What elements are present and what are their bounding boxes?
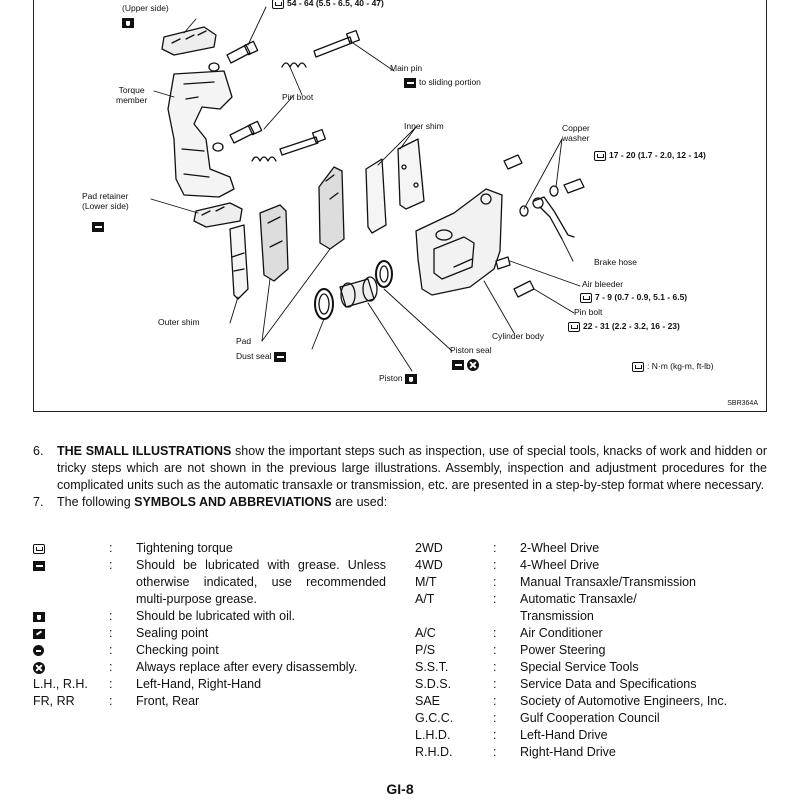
colon: : <box>493 592 497 606</box>
abbreviations-table <box>415 540 775 761</box>
abbr-key: SAE <box>415 694 441 708</box>
abbr-key: R.H.D. <box>415 745 453 759</box>
symbol-row-fr-rr <box>33 693 408 710</box>
grease-icon-glyph <box>92 222 104 232</box>
abbr-key: A/T <box>415 592 435 606</box>
colon: : <box>493 558 497 572</box>
piston-text: Piston <box>379 373 403 383</box>
label-pin-bolt: Pin bolt <box>574 307 603 317</box>
abbr-desc: Manual Transaxle/Transmission <box>520 575 696 589</box>
symbol-row-lh-rh <box>33 676 408 693</box>
pin-bolt-left-part <box>280 137 318 155</box>
symbol-key <box>33 608 109 625</box>
brake-hose-part <box>534 197 574 239</box>
symbols-table <box>33 540 408 710</box>
page-number: GI-8 <box>386 781 414 797</box>
label-to-sliding <box>404 77 481 88</box>
main-pin-part <box>314 37 352 57</box>
label-pad: Pad <box>236 336 252 346</box>
abbr-key: M/T <box>415 575 437 589</box>
abbr-desc: Society of Automotive Engineers, Inc. <box>520 694 728 708</box>
item-6-text: show the important steps such as inspection, use of special tools, knacks of work and hidden or tricky steps which are not shown in the previous large illustrations. Assembly, inspection and adjustment procedures for the complicated units such as the automatic transaxle or transmission, etc. are presented in a step-by-step format where necessary. <box>57 444 767 492</box>
colon: : <box>493 677 497 691</box>
exploded-view-figure <box>33 0 767 412</box>
torque-icon <box>568 322 580 332</box>
pin-bolt-right-part <box>514 281 534 297</box>
colon: : <box>109 626 113 640</box>
colon: : <box>109 558 113 572</box>
colon: : <box>493 626 497 640</box>
abbr-row <box>415 659 775 676</box>
item-7-post: are used: <box>331 495 388 509</box>
colon: : <box>109 541 113 555</box>
abbr-key: A/C <box>415 626 436 640</box>
piston-part <box>340 279 374 307</box>
symbol-desc: Always replace after every disassembly. <box>136 660 358 674</box>
colon: : <box>109 694 113 708</box>
abbr-key: 2WD <box>415 541 443 555</box>
abbr-row <box>415 676 775 693</box>
symbol-desc: Checking point <box>136 643 219 657</box>
grease-icon <box>274 352 286 362</box>
label-outer-shim: Outer shim <box>158 317 200 327</box>
torque-icon <box>272 0 284 9</box>
label-brake-hose: Brake hose <box>594 257 637 267</box>
label-pin-boot: Pin boot <box>282 92 314 102</box>
piston-seal-part <box>376 261 392 287</box>
symbol-key <box>33 625 109 642</box>
abbr-key: 4WD <box>415 558 443 572</box>
upper-pin-boot-part <box>282 63 306 67</box>
abbr-row <box>415 710 775 727</box>
label-main-pin <box>390 63 422 73</box>
outer-shim-part <box>230 225 248 299</box>
symbol-desc: Front, Rear <box>136 694 200 708</box>
torque-member-part <box>168 71 234 197</box>
colon: : <box>493 745 497 759</box>
abbr-row <box>415 540 775 557</box>
label-cylinder-body: Cylinder body <box>492 331 544 341</box>
colon: : <box>493 643 497 657</box>
oil-icon <box>33 612 45 622</box>
cylinder-body-part <box>416 189 502 295</box>
colon: : <box>493 694 497 708</box>
abbr-key: P/S <box>415 643 436 657</box>
replace-icon <box>33 662 45 674</box>
symbol-desc: Left-Hand, Right-Hand <box>136 677 262 691</box>
symbol-desc: Should be lubricated with oil. <box>136 609 296 623</box>
label-torque-pinbolt <box>568 321 680 332</box>
item-6 <box>33 443 767 494</box>
inner-shim-2-part <box>398 139 424 209</box>
abbr-key: L.H.D. <box>415 728 451 742</box>
abbr-desc: Air Conditioner <box>520 626 603 640</box>
torque-bleeder-value: 7 - 9 (0.7 - 0.9, 5.1 - 6.5) <box>595 292 688 302</box>
abbr-desc: Left-Hand Drive <box>520 728 608 742</box>
main-pin-text: Main pin <box>390 63 423 73</box>
label-upper-side <box>122 3 169 13</box>
grease-icon <box>452 360 464 370</box>
abbr-desc: 4-Wheel Drive <box>520 558 600 572</box>
abbr-row <box>415 642 775 659</box>
abbr-desc: Power Steering <box>520 643 606 657</box>
abbr-row <box>415 727 775 744</box>
symbol-key: L.H., R.H. <box>33 677 88 691</box>
label-inner-shim: Inner shim <box>404 121 444 131</box>
torque-icon <box>594 151 606 161</box>
oil-icon-glyph <box>122 18 134 28</box>
label-torque-top <box>272 0 384 9</box>
dust-seal-text: Dust seal <box>236 351 272 361</box>
abbr-desc: Automatic Transaxle/ Transmission <box>520 592 637 623</box>
colon: : <box>493 541 497 555</box>
symbol-key <box>33 540 109 557</box>
oil-icon <box>405 374 417 384</box>
inner-pad-part <box>319 167 344 249</box>
label-copper-washer: Copper washer <box>562 123 590 143</box>
to-sliding-text: to sliding portion <box>419 77 481 87</box>
item-7-heading: SYMBOLS AND ABBREVIATIONS <box>134 495 332 509</box>
abbr-row <box>415 744 775 761</box>
abbr-desc: Right-Hand Drive <box>520 745 616 759</box>
upper-pad-retainer-part <box>162 27 216 55</box>
colon: : <box>109 643 113 657</box>
replace-icon <box>467 359 479 371</box>
label-torque-bleeder <box>580 292 687 303</box>
abbr-desc: Gulf Cooperation Council <box>520 711 660 725</box>
lower-pad-retainer-part <box>194 203 242 227</box>
symbol-key: FR, RR <box>33 694 75 708</box>
checking-icon <box>33 645 44 656</box>
torque-copper-value: 17 - 20 (1.7 - 2.0, 12 - 14) <box>609 150 706 160</box>
colon: : <box>109 609 113 623</box>
item-6-number: 6. <box>33 444 44 458</box>
abbr-desc: 2-Wheel Drive <box>520 541 600 555</box>
torque-top-value: 54 - 64 (5.5 - 6.5, 40 - 47) <box>287 0 384 8</box>
abbr-key: S.D.S. <box>415 677 452 691</box>
torque-pinbolt-value: 22 - 31 (2.2 - 3.2, 16 - 23) <box>583 321 680 331</box>
torque-icon <box>580 293 592 303</box>
symbol-desc: Should be lubricated with grease. Unless otherwise indicated, use recommended multi-purpose grease. <box>136 558 386 606</box>
item-7-pre: The following <box>57 495 135 509</box>
abbr-row <box>415 625 775 642</box>
symbol-row-oil <box>33 608 408 625</box>
label-units <box>632 361 714 372</box>
union-bolt-part <box>504 155 522 169</box>
label-dust-seal <box>236 351 289 362</box>
abbr-row <box>415 574 775 591</box>
copper-washer-part <box>520 206 528 216</box>
colon: : <box>493 575 497 589</box>
item-6-heading: THE SMALL ILLUSTRATIONS <box>57 444 232 458</box>
torque-icon <box>632 362 644 372</box>
grease-icon <box>404 78 416 88</box>
symbol-key <box>33 659 109 676</box>
label-torque-member: Torque member <box>116 85 148 105</box>
torque-icon <box>33 544 45 554</box>
piston-seal-icons <box>452 359 482 371</box>
oil-icon <box>122 17 137 28</box>
item-6-content <box>57 443 767 494</box>
lower-bolt-part <box>230 125 254 143</box>
symbol-row-grease <box>33 557 408 608</box>
symbol-row-seal <box>33 625 408 642</box>
abbr-row <box>415 591 775 625</box>
item-7-content <box>57 494 387 511</box>
inner-shim-part <box>366 159 386 233</box>
abbr-row <box>415 557 775 574</box>
label-piston-seal: Piston seal <box>450 345 492 355</box>
colon: : <box>493 660 497 674</box>
colon: : <box>493 711 497 725</box>
abbr-key: S.S.T. <box>415 660 449 674</box>
colon: : <box>109 660 113 674</box>
item-7 <box>33 494 767 511</box>
item-7-number: 7. <box>33 495 44 509</box>
symbol-row-torque <box>33 540 408 557</box>
abbr-row <box>415 693 775 710</box>
air-bleeder-part <box>496 257 510 269</box>
colon: : <box>109 677 113 691</box>
label-torque-copper <box>594 150 706 161</box>
grease-icon <box>92 221 107 232</box>
symbol-key <box>33 642 109 659</box>
symbol-desc: Tightening torque <box>136 541 233 555</box>
symbol-desc: Sealing point <box>136 626 209 640</box>
symbol-row-replace <box>33 659 408 676</box>
sealing-icon <box>33 629 45 639</box>
symbol-key <box>33 557 109 608</box>
abbr-desc: Service Data and Specifications <box>520 677 697 691</box>
grease-icon <box>33 561 45 571</box>
abbr-key: G.C.C. <box>415 711 454 725</box>
label-upper-side-text: (Upper side) <box>122 3 169 13</box>
outer-pad-part <box>260 205 288 281</box>
symbol-row-check <box>33 642 408 659</box>
caliper-illustration <box>34 0 767 412</box>
figure-ref-code: SBR364A <box>727 400 758 407</box>
units-text: : N·m (kg-m, ft-lb) <box>647 361 714 371</box>
label-pad-retainer: Pad retainer (Lower side) <box>82 191 129 211</box>
body-text <box>33 443 767 511</box>
colon: : <box>493 728 497 742</box>
label-piston <box>379 373 420 384</box>
abbr-desc: Special Service Tools <box>520 660 639 674</box>
label-air-bleeder: Air bleeder <box>582 279 624 289</box>
upper-bolt-part <box>227 45 250 63</box>
